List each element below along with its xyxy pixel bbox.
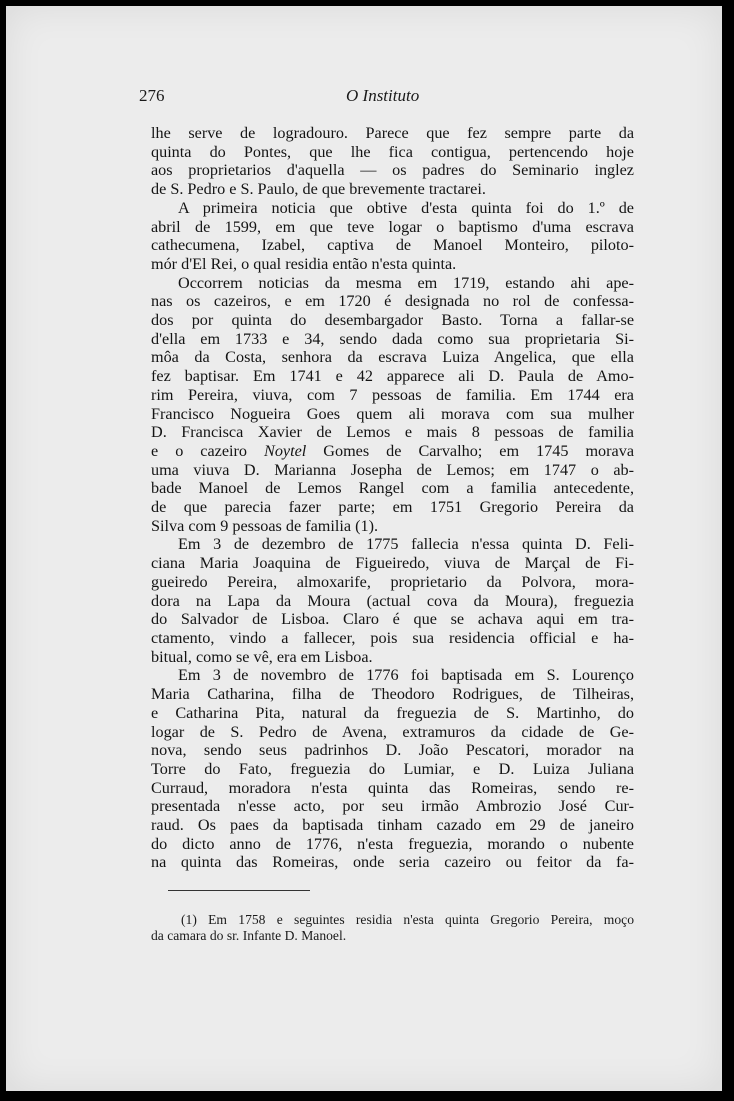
text-line: ctamento, vindo a fallecer, pois sua residencia official e ha- [151, 628, 634, 647]
text-line: uma viuva D. Marianna Josepha de Lemos; em 1747 o ab- [151, 460, 634, 479]
text-line: nova, sendo seus padrinhos D. João Pescatori, morador na [151, 741, 634, 760]
text-line: mór d'El Rei, o qual residia então n'esta quinta. [151, 254, 457, 273]
text-segment: e o cazeiro [151, 441, 265, 460]
text-line: presentada n'esse acto, por seu irmão Ambrozio José Cur- [151, 797, 634, 816]
footnote [151, 912, 634, 944]
text-line: nas os cazeiros, e em 1720 é designada no rol de confessa- [151, 292, 634, 311]
text-line: fez baptisar. Em 1741 e 42 apparece ali D. Paula de Amo- [151, 367, 634, 386]
text-line: na quinta das Romeiras, onde seria cazeiro ou feitor da fa- [151, 853, 634, 872]
text-line: Francisco Nogueira Goes quem ali morava com sua mulher [151, 404, 634, 423]
text-line: Em 3 de novembro de 1776 foi baptisada em S. Lourenço [178, 666, 634, 685]
text-line: bitual, como se vê, era em Lisboa. [151, 647, 373, 666]
text-line: Silva com 9 pessoas de familia (1). [151, 516, 379, 535]
text-line: raud. Os paes da baptisada tinham cazado em 29 de janeiro [151, 816, 634, 835]
text-line: Torre do Fato, freguezia do Lumiar, e D. Luiza Juliana [151, 759, 634, 778]
text-line: do dicto anno de 1776, n'esta freguezia, morando o nubente [151, 834, 634, 853]
text-line: Occorrem noticias da mesma em 1719, estando ahi ape- [178, 273, 634, 292]
body-text [151, 124, 634, 872]
footnote-line: (1) Em 1758 e seguintes residia n'esta quinta Gregorio Pereira, moço [181, 912, 634, 927]
text-line: rim Pereira, viuva, com 7 pessoas de familia. Em 1744 era [151, 385, 634, 404]
text-line: D. Francisca Xavier de Lemos e mais 8 pessoas de familia [151, 423, 634, 442]
text-line [151, 442, 634, 461]
text-line: do Salvador de Lisboa. Claro é que se achava aqui em tra- [151, 610, 634, 629]
text-line: quinta do Pontes, que lhe fica contigua, pertencendo hoje [151, 142, 634, 161]
text-line: ciana Maria Joaquina de Figueiredo, viuva de Marçal de Fi- [151, 554, 634, 573]
text-line: de que parecia fazer parte; em 1751 Gregorio Pereira da [151, 498, 634, 517]
text-line: môa da Costa, senhora da escrava Luiza Angelica, que ella [151, 348, 634, 367]
text-line: bade Manoel de Lemos Rangel com a familia antecedente, [151, 479, 634, 498]
text-line: e Catharina Pita, natural da freguezia de S. Martinho, do [151, 703, 634, 722]
text-line: cathecumena, Izabel, captiva de Manoel Monteiro, piloto- [151, 236, 634, 255]
page-number: 276 [139, 86, 165, 105]
text-line: logar de S. Pedro de Avena, extramuros da cidade de Ge- [151, 722, 634, 741]
italic-name: Noytel [264, 441, 307, 460]
text-line: dora na Lapa da Moura (actual cova da Moura), freguezia [151, 591, 634, 610]
text-line: gueiredo Pereira, almoxarife, proprietario da Polvora, mora- [151, 572, 634, 591]
text-line: A primeira noticia que obtive d'esta quinta foi do 1.º de [178, 198, 634, 217]
text-line: abril de 1599, em que teve logar o baptismo d'uma escrava [151, 217, 634, 236]
text-line: d'ella em 1733 e 34, sendo dada como sua proprietaria Si- [151, 329, 634, 348]
text-line: Em 3 de dezembro de 1775 fallecia n'essa quinta D. Feli- [178, 535, 634, 554]
book-page [6, 6, 722, 1091]
page-header [6, 86, 722, 110]
text-line: dos por quinta do desembargador Basto. Torna a fallar-se [151, 311, 634, 330]
text-line: de S. Pedro e S. Paulo, de que brevemente tractarei. [151, 180, 486, 199]
text-line: aos proprietarios d'aquella — os padres do Seminario inglez [151, 161, 634, 180]
text-line: Curraud, moradora n'esta quinta das Romeiras, sendo re- [151, 778, 634, 797]
text-segment: Gomes de Carvalho; em 1745 morava [306, 441, 634, 460]
footnote-line: da camara do sr. Infante D. Manoel. [151, 928, 347, 943]
text-line: Maria Catharina, filha de Theodoro Rodrigues, de Tilheiras, [151, 685, 634, 704]
footnote-divider [168, 890, 310, 891]
text-line: lhe serve de logradouro. Parece que fez sempre parte da [151, 124, 634, 142]
running-title: O Instituto [346, 86, 420, 105]
